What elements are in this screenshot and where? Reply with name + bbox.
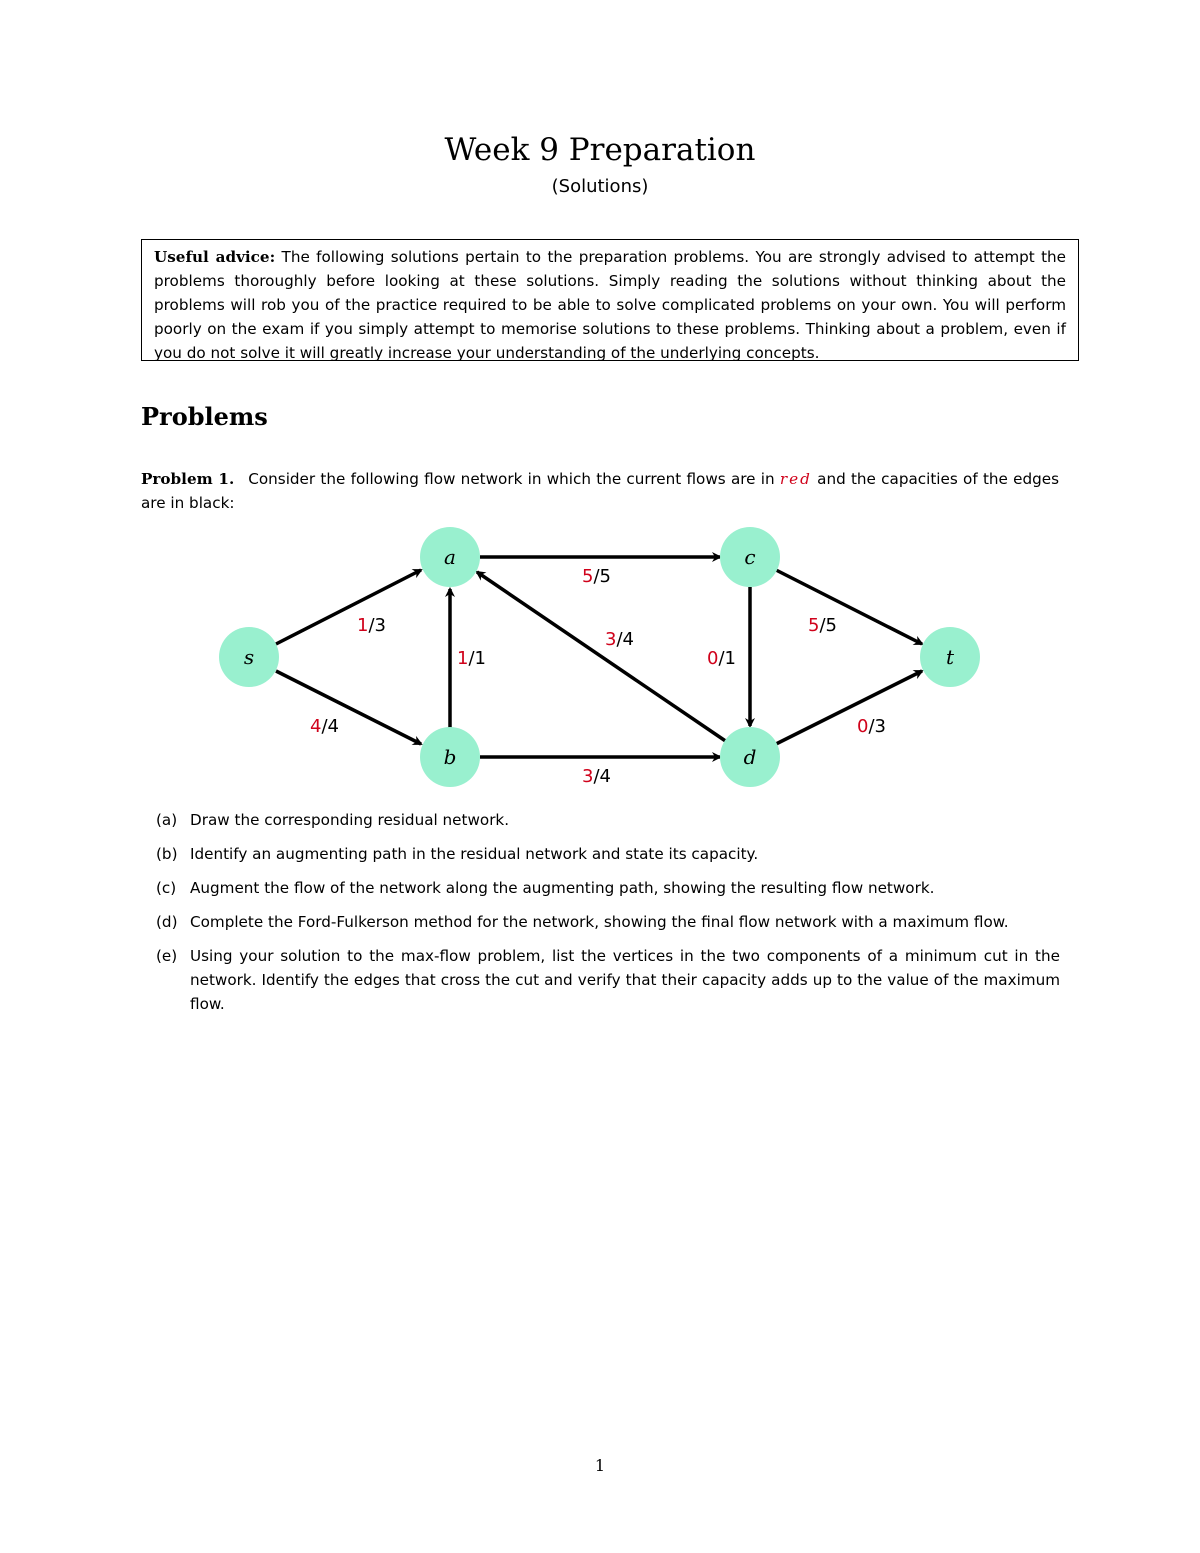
advice-label: Useful advice: bbox=[154, 248, 276, 266]
page-subtitle: (Solutions) bbox=[551, 176, 649, 197]
problem-parts-list bbox=[150, 808, 1060, 1026]
edge-s-b bbox=[276, 671, 421, 744]
edge-d-a-cap: /4 bbox=[616, 629, 634, 650]
node-t-label: t bbox=[945, 645, 955, 669]
edge-d-t bbox=[776, 671, 922, 744]
edge-s-a bbox=[276, 570, 421, 644]
section-heading: Problems bbox=[141, 402, 268, 431]
edge-d-t-label bbox=[857, 716, 886, 737]
part-text: Using your solution to the max-flow problem, list the vertices in the two components of a minimum cut in the network. Identify the edges that cross the cut and verify that their capacity adds up to the value of the maximum flow. bbox=[190, 947, 1060, 1013]
problem-intro-before: Consider the following flow network in which the current flows are in bbox=[248, 470, 775, 488]
edge-c-t-label bbox=[808, 615, 837, 636]
node-d bbox=[720, 727, 780, 787]
node-t bbox=[920, 627, 980, 687]
edge-s-b-label bbox=[310, 716, 339, 737]
part-text: Augment the flow of the network along the augmenting path, showing the resulting flow network. bbox=[190, 879, 935, 897]
part-tag: (b) bbox=[156, 845, 178, 863]
advice-text: The following solutions pertain to the preparation problems. You are strongly advised to attempt the problems thoroughly before looking at these solutions. Simply reading the solutions without thinking about the problems will rob you of the practice required to be able to solve complicated problems on your own. You will perform poorly on the exam if you simply attempt to memorise solutions to these problems. Thinking about a problem, even if you do not solve it will greatly increase your understanding of the underlying concepts. bbox=[154, 248, 1066, 362]
edge-b-a-label bbox=[457, 648, 486, 669]
edge-s-b-flow: 4 bbox=[310, 716, 322, 737]
part-text: Draw the corresponding residual network. bbox=[190, 811, 510, 829]
part-tag: (c) bbox=[156, 879, 177, 897]
edge-c-d-cap: /1 bbox=[718, 648, 736, 669]
edge-b-d-label bbox=[582, 766, 611, 787]
node-c-label: c bbox=[744, 545, 756, 569]
edge-a-c-label bbox=[582, 566, 611, 587]
edge-a-c-flow: 5 bbox=[582, 566, 594, 587]
edge-d-a-label bbox=[605, 629, 634, 650]
edge-d-a bbox=[477, 572, 727, 742]
page-number: 1 bbox=[594, 1456, 606, 1475]
part-text: Identify an augmenting path in the residual network and state its capacity. bbox=[190, 845, 759, 863]
page-title: Week 9 Preparation bbox=[444, 132, 756, 168]
edge-c-t-cap: /5 bbox=[819, 615, 837, 636]
edge-d-t-cap: /3 bbox=[868, 716, 886, 737]
edge-s-a-flow: 1 bbox=[357, 615, 369, 636]
edge-b-d-flow: 3 bbox=[582, 766, 594, 787]
edge-a-c-cap: /5 bbox=[593, 566, 611, 587]
problem-label: Problem 1. bbox=[141, 470, 235, 488]
node-d-label: d bbox=[743, 745, 757, 769]
problem-part bbox=[150, 876, 1060, 900]
edge-d-t-flow: 0 bbox=[857, 716, 869, 737]
edge-s-a-cap: /3 bbox=[368, 615, 386, 636]
problem-part bbox=[150, 842, 1060, 866]
part-tag: (e) bbox=[156, 947, 178, 965]
node-s-label: s bbox=[243, 645, 255, 669]
node-c bbox=[720, 527, 780, 587]
edge-s-b-cap: /4 bbox=[321, 716, 339, 737]
edge-c-d-flow: 0 bbox=[707, 648, 719, 669]
red-word: red bbox=[779, 470, 812, 488]
part-tag: (a) bbox=[156, 811, 178, 829]
edge-d-a-flow: 3 bbox=[605, 629, 617, 650]
node-b-label: b bbox=[443, 745, 457, 769]
part-tag: (d) bbox=[156, 913, 178, 931]
problem-part bbox=[150, 808, 1060, 832]
problem-part bbox=[150, 910, 1060, 934]
edge-c-t bbox=[776, 570, 922, 644]
edge-b-d-cap: /4 bbox=[593, 766, 611, 787]
edge-c-d-label bbox=[707, 648, 736, 669]
edge-b-a-cap: /1 bbox=[468, 648, 486, 669]
node-a-label: a bbox=[444, 545, 456, 569]
problem-part bbox=[150, 944, 1060, 1016]
edge-s-a-label bbox=[357, 615, 386, 636]
node-s bbox=[219, 627, 279, 687]
node-b bbox=[420, 727, 480, 787]
edge-c-t-flow: 5 bbox=[808, 615, 820, 636]
edge-b-a-flow: 1 bbox=[457, 648, 469, 669]
node-a bbox=[420, 527, 480, 587]
problem-intro-after: and the capacities of the edges are in black: bbox=[141, 470, 1060, 512]
part-text: Complete the Ford-Fulkerson method for the network, showing the final flow network with a maximum flow. bbox=[190, 913, 1009, 931]
